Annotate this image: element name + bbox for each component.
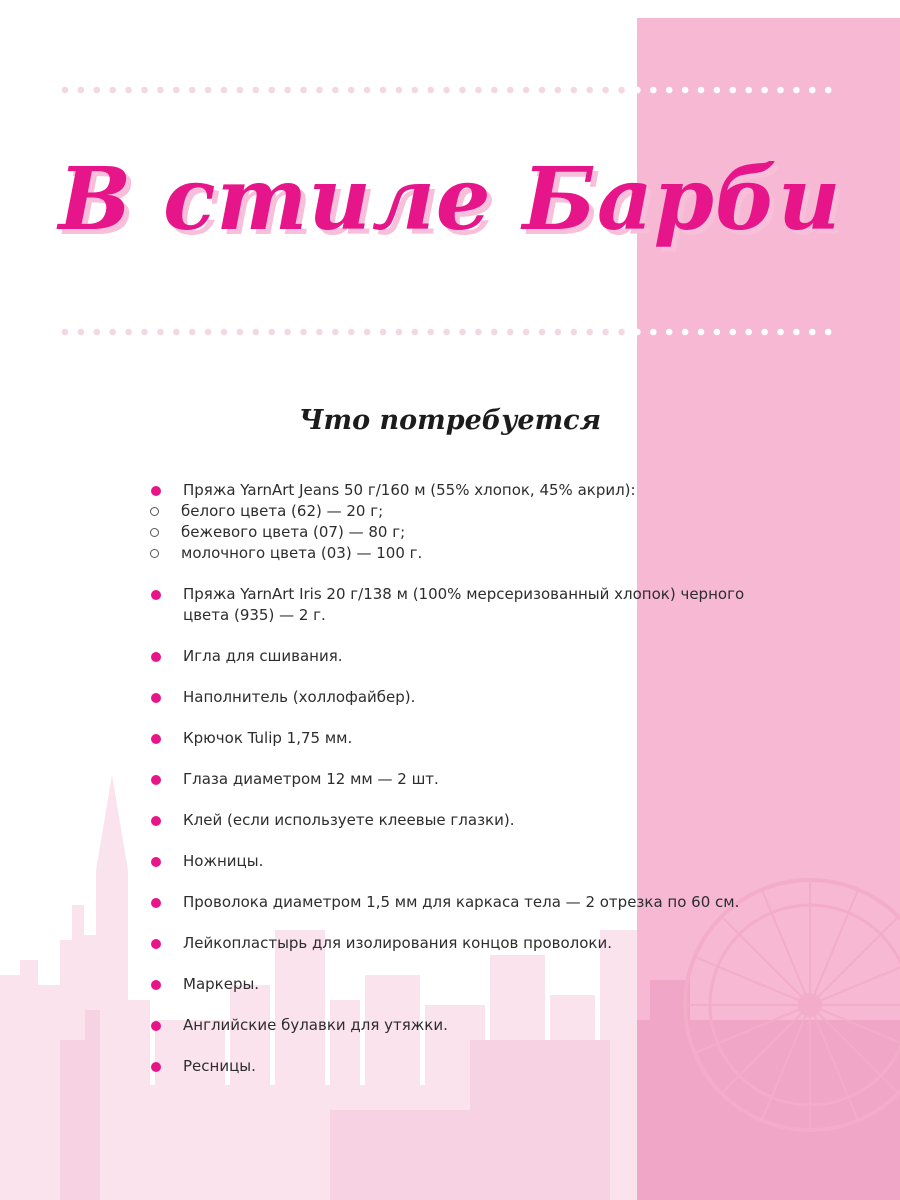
divider-dot — [459, 329, 466, 336]
divider-dot — [825, 87, 832, 94]
list-item: Крючок Tulip 1,75 мм. — [150, 728, 770, 749]
divider-dot — [539, 87, 546, 94]
divider-dot — [109, 87, 116, 94]
section-heading: Что потребуется — [298, 405, 602, 436]
divider-dot — [94, 87, 101, 94]
divider-dot — [284, 329, 291, 336]
divider-dot — [571, 87, 578, 94]
list-item: Лейкопластырь для изолирования концов проволоки. — [150, 933, 770, 954]
dotted-divider-top — [60, 85, 840, 95]
list-item: Проволока диаметром 1,5 мм для каркаса тела — 2 отрезка по 60 см. — [150, 892, 770, 913]
list-item: Ресницы. — [150, 1056, 770, 1077]
list-item: Маркеры. — [150, 974, 770, 995]
divider-dot — [205, 87, 212, 94]
materials-list — [150, 480, 770, 1077]
divider-dot — [650, 329, 657, 336]
divider-dot — [380, 329, 387, 336]
divider-dot — [253, 329, 260, 336]
divider-dot — [825, 329, 832, 336]
divider-dot — [507, 87, 514, 94]
divider-dot — [316, 329, 323, 336]
divider-dot — [300, 87, 307, 94]
divider-dot — [682, 87, 689, 94]
divider-dot — [809, 87, 816, 94]
divider-dot — [300, 329, 307, 336]
divider-dot — [714, 329, 721, 336]
divider-dot — [602, 329, 609, 336]
divider-dot — [761, 87, 768, 94]
divider-dot — [475, 329, 482, 336]
divider-dot — [332, 87, 339, 94]
divider-dot — [793, 329, 800, 336]
list-item: Ножницы. — [150, 851, 770, 872]
list-item: Наполнитель (холлофайбер). — [150, 687, 770, 708]
divider-dot — [268, 87, 275, 94]
divider-dot — [427, 329, 434, 336]
divider-dot — [125, 87, 132, 94]
divider-dot — [682, 329, 689, 336]
divider-dot — [650, 87, 657, 94]
sub-list-item: бежевого цвета (07) — 80 г; — [150, 522, 770, 543]
divider-dot — [332, 329, 339, 336]
divider-dot — [443, 329, 450, 336]
divider-dot — [666, 87, 673, 94]
divider-dot — [141, 329, 148, 336]
divider-dot — [459, 87, 466, 94]
divider-dot — [237, 87, 244, 94]
divider-dot — [173, 87, 180, 94]
divider-dot — [555, 329, 562, 336]
divider-dot — [761, 329, 768, 336]
divider-dot — [221, 329, 228, 336]
divider-dot — [221, 87, 228, 94]
divider-dot — [348, 87, 355, 94]
divider-dot — [412, 87, 419, 94]
divider-dot — [555, 87, 562, 94]
divider-dot — [62, 329, 69, 336]
divider-dot — [189, 329, 196, 336]
divider-dot — [380, 87, 387, 94]
divider-dot — [698, 87, 705, 94]
divider-dot — [745, 87, 752, 94]
divider-dot — [777, 329, 784, 336]
divider-dot — [364, 329, 371, 336]
divider-dot — [396, 87, 403, 94]
divider-dot — [634, 329, 641, 336]
divider-dot — [586, 87, 593, 94]
divider-dot — [268, 329, 275, 336]
divider-dot — [94, 329, 101, 336]
list-item: Игла для сшивания. — [150, 646, 770, 667]
divider-dot — [491, 329, 498, 336]
divider-dot — [316, 87, 323, 94]
dotted-divider-bottom — [60, 327, 840, 337]
divider-dot — [141, 87, 148, 94]
divider-dot — [78, 329, 85, 336]
divider-dot — [284, 87, 291, 94]
list-item: Клей (если используете клеевые глазки). — [150, 810, 770, 831]
divider-dot — [714, 87, 721, 94]
list-item: Глаза диаметром 12 мм — 2 шт. — [150, 769, 770, 790]
divider-dot — [666, 329, 673, 336]
divider-dot — [78, 87, 85, 94]
divider-dot — [157, 329, 164, 336]
divider-dot — [745, 329, 752, 336]
page-title: В стиле Барби — [58, 149, 842, 250]
list-item: Пряжа YarnArt Jeans 50 г/160 м (55% хлопок, 45% акрил): — [150, 480, 770, 501]
divider-dot — [205, 329, 212, 336]
divider-dot — [412, 329, 419, 336]
divider-dot — [602, 87, 609, 94]
divider-dot — [253, 87, 260, 94]
divider-dot — [523, 87, 530, 94]
divider-dot — [809, 329, 816, 336]
divider-dot — [157, 87, 164, 94]
divider-dot — [396, 329, 403, 336]
divider-dot — [491, 87, 498, 94]
divider-dot — [62, 87, 69, 94]
divider-dot — [793, 87, 800, 94]
divider-dot — [730, 329, 737, 336]
divider-dot — [125, 329, 132, 336]
divider-dot — [348, 329, 355, 336]
divider-dot — [634, 87, 641, 94]
divider-dot — [698, 329, 705, 336]
divider-dot — [189, 87, 196, 94]
divider-dot — [427, 87, 434, 94]
divider-dot — [777, 87, 784, 94]
sub-list-item: молочного цвета (03) — 100 г. — [150, 543, 770, 564]
divider-dot — [539, 329, 546, 336]
divider-dot — [730, 87, 737, 94]
divider-dot — [443, 87, 450, 94]
divider-dot — [237, 329, 244, 336]
list-item: Английские булавки для утяжки. — [150, 1015, 770, 1036]
divider-dot — [364, 87, 371, 94]
divider-dot — [173, 329, 180, 336]
divider-dot — [523, 329, 530, 336]
list-item: Пряжа YarnArt Iris 20 г/138 м (100% мерсеризованный хлопок) черного цвета (935) — 2 г. — [150, 584, 770, 626]
divider-dot — [586, 329, 593, 336]
divider-dot — [507, 329, 514, 336]
divider-dot — [618, 87, 625, 94]
divider-dot — [109, 329, 116, 336]
divider-dot — [618, 329, 625, 336]
divider-dot — [571, 329, 578, 336]
divider-dot — [475, 87, 482, 94]
sub-list-item: белого цвета (62) — 20 г; — [150, 501, 770, 522]
